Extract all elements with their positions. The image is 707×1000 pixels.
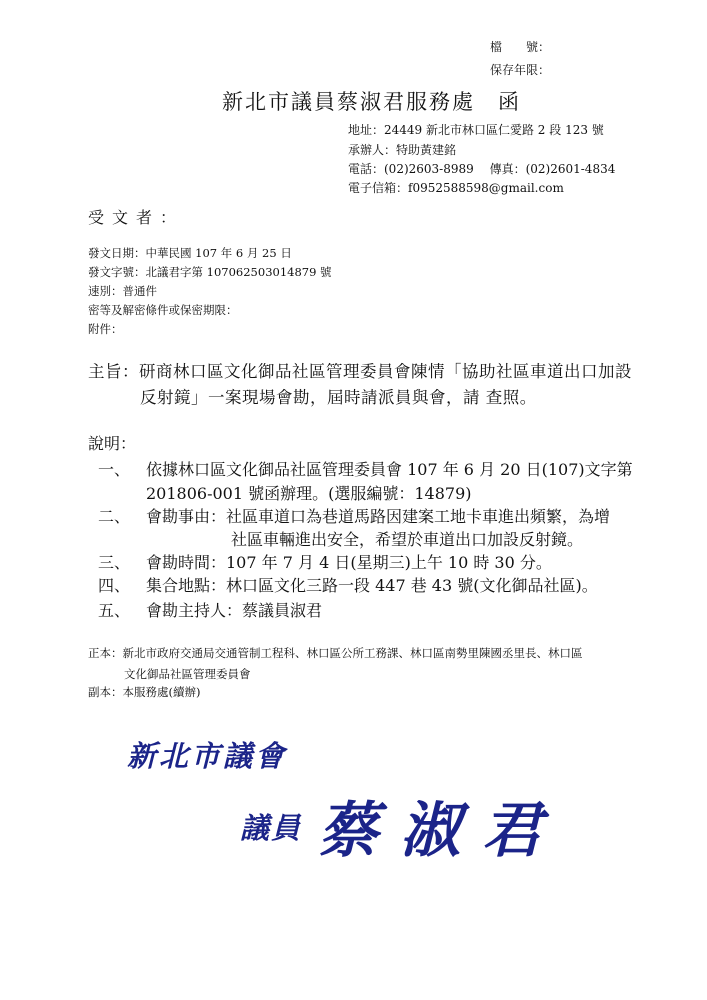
councilor-name-stamp: 蔡淑君: [318, 796, 564, 866]
explanation-item-text: 會勘事由：社區車道口為巷道馬路因建案工地卡車進出頻繁，為增: [146, 507, 611, 526]
delivery-speed: 速別：普通件: [88, 284, 157, 298]
attachments: 附件：: [88, 322, 123, 336]
original-recipients: 正本：新北市政府交通局交通管制工程科、林口區公所工務課、林口區南勢里陳國丞里長、林口區: [88, 646, 583, 660]
explanation-item-text: 201806-001 號函辦理。(選服編號：14879): [146, 484, 472, 503]
explanation-item-number: 四、: [98, 576, 131, 595]
council-stamp: 新北市議會: [127, 739, 288, 773]
explanation-item-number: 一、: [98, 460, 131, 479]
document-title: 新北市議員蔡淑君服務處 函: [222, 90, 521, 114]
document-number: 發文字號：北議君字第 107062503014879 號: [88, 265, 332, 279]
explanation-item-text: 社區車輛進出安全，希望於車道出口加設反射鏡。: [231, 530, 584, 549]
contact-handler: 承辦人：特助黃建銘: [348, 143, 457, 157]
explanation-item-text: 會勘主持人：蔡議員淑君: [146, 601, 323, 620]
archive-number-label: 檔 號：: [490, 40, 551, 54]
explanation-item-number: 三、: [98, 553, 131, 572]
contact-phone-fax: 電話：(02)2603-8989 傳真：(02)2601-4834: [348, 162, 616, 176]
copy-recipients: 副本：本服務處(續辦): [88, 685, 201, 699]
retention-period-label: 保存年限：: [490, 63, 551, 77]
contact-email: 電子信箱：f0952588598@gmail.com: [348, 181, 564, 195]
secrecy-level: 密等及解密條件或保密期限：: [88, 303, 238, 317]
explanation-item-text: 依據林口區文化御品社區管理委員會 107 年 6 月 20 日(107)文字第: [146, 460, 633, 479]
explanation-item-text: 集合地點：林口區文化三路一段 447 巷 43 號(文化御品社區)。: [146, 576, 598, 595]
recipient-label: 受文者：: [88, 208, 185, 227]
subject-line-2: 反射鏡」一案現場會勘，屆時請派員與會，請 查照。: [140, 388, 537, 407]
explanation-label: 說明：: [88, 434, 137, 453]
explanation-item-number: 二、: [98, 507, 131, 526]
contact-address: 地址：24449 新北市林口區仁愛路 2 段 123 號: [348, 123, 604, 137]
subject-line-1: 主旨：研商林口區文化御品社區管理委員會陳情「協助社區車道出口加設: [88, 362, 632, 381]
explanation-item-number: 五、: [98, 601, 131, 620]
original-recipients-continued: 文化御品社區管理委員會: [124, 667, 251, 681]
councilor-title-stamp: 議員: [240, 811, 303, 845]
issue-date: 發文日期：中華民國 107 年 6 月 25 日: [88, 246, 292, 260]
explanation-item-text: 會勘時間：107 年 7 月 4 日(星期三)上午 10 時 30 分。: [146, 553, 552, 572]
